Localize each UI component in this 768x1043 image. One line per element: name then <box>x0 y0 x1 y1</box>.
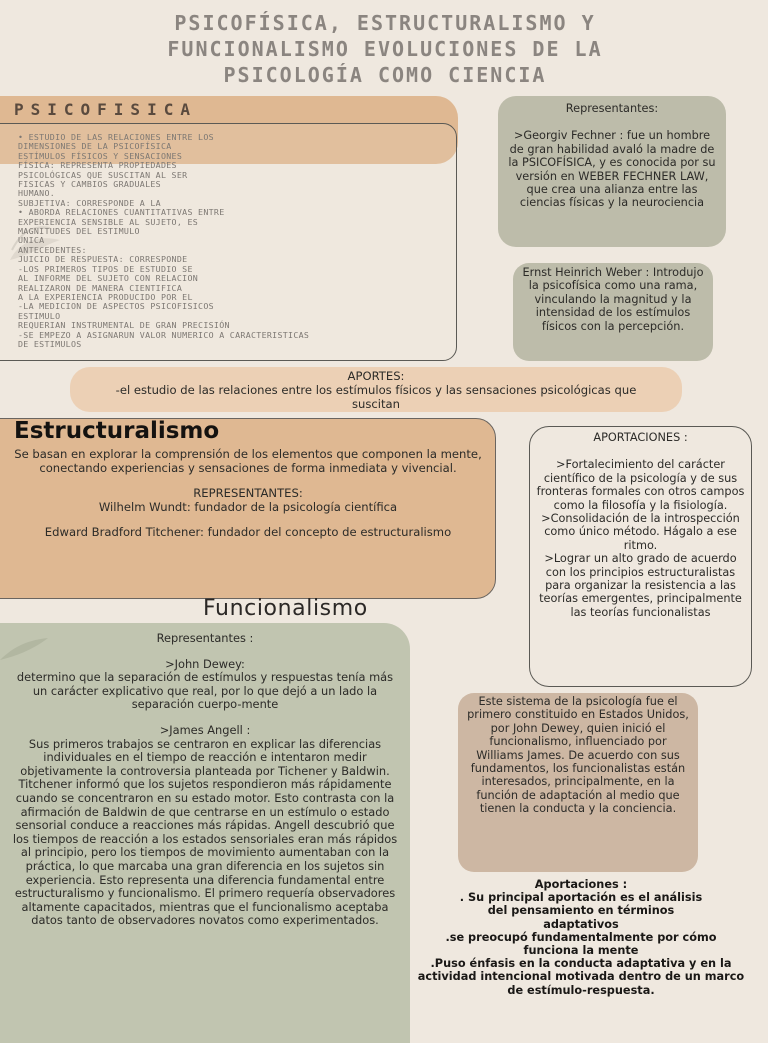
funcionalismo-aportaciones <box>414 878 748 997</box>
titchener-text: Edward Bradford Titchener: fundador del concepto de estructuralismo <box>44 525 452 540</box>
title-line-2: FUNCIONALISMO EVOLUCIONES DE LA <box>167 37 603 61</box>
estructuralismo-desc: Se basan en explorar la comprensión de los elementos que componen la mente, conectando experiencias y sensaciones de forma inmediata y vivencial. <box>14 447 482 475</box>
funcionalismo-title: Funcionalismo <box>203 596 368 621</box>
dewey-name: >John Dewey: <box>165 656 245 671</box>
funcionalismo-text <box>0 632 410 928</box>
weber-box <box>513 263 713 361</box>
representantes-heading: Representantes: <box>565 102 659 115</box>
title-line-1: PSICOFÍSICA, ESTRUCTURALISMO Y <box>174 11 596 35</box>
aportaciones-item-1: >Fortalecimiento del carácter científico de la psicología y de sus fronteras formales con otros campos como la filosofía y la fisiología. <box>536 458 745 512</box>
weber-text: Ernst Heinrich Weber : Introdujo la psicofísica como una rama, vinculando la magnitud y la intensidad de los estímulos físicos con la percepción. <box>522 266 704 333</box>
title-line-3: PSICOLOGÍA COMO CIENCIA <box>223 63 547 87</box>
angell-name: >James Angell : <box>159 722 251 737</box>
estructuralismo-text <box>0 448 496 552</box>
aportaciones-heading: APORTACIONES : <box>593 431 688 444</box>
sistema-box <box>458 693 698 872</box>
estructuralismo-rep-heading: REPRESENTANTES: <box>193 486 303 501</box>
page-title <box>40 10 730 88</box>
funcionalismo-rep-heading: Representantes : <box>156 631 254 645</box>
wundt-text: Wilhelm Wundt: fundador de la psicología científica <box>98 499 398 514</box>
funcionalismo-aport-heading: Aportaciones : <box>534 878 628 891</box>
estructuralismo-title: Estructuralismo <box>14 418 220 444</box>
psicofisica-label: PSICOFISICA <box>14 100 197 119</box>
funcionalismo-aport-1: . Su principal aportación es el análisis del pensamiento en términos adaptativos <box>459 891 703 931</box>
aportaciones-item-2: >Consolidación de la introspección como único método. Hágalo a ese ritmo. <box>541 512 740 552</box>
angell-text: Sus primeros trabajos se centraron en explicar las diferencias individuales en el tiempo de reacción e intentaron medir objetivamente la controversia planteada por Tichener y Baldwin. Titchener informó que los sujetos respondieron más rápidamente cuando se concentraron en su estado motor. Esto contrasta con la afirmación de Baldwin de que centrarse en un estímulo o estado sensorial conduce a reacciones más rápidas. Angell descubrió que los tiempos de reacción a los estados sensoriales eran más rápidos al principio, pero los tiempos de movimiento aumentaban con la práctica, lo que marcaba una gran diferencia en los sujetos sin experiencia. Esto representa una diferencia fundamental entre estructuralismo y funcionalismo. El primero requería observadores altamente capacitados, mientras que el funcionalismo aceptaba datos tanto de observadores novatos como experimentados. <box>12 736 398 928</box>
fechner-text: >Georgiv Fechner : fue un hombre de gran habilidad avaló la madre de la PSICOFÍSICA, y es conocida por su versión en WEBER FECHNER LAW, que crea una alianza entre las ciencias físicas y la neurociencia <box>508 129 716 210</box>
aportaciones-box <box>529 426 752 687</box>
funcionalismo-aport-3: .Puso énfasis en la conducta adaptativa y en la actividad intencional motivada dentro de un marco de estímulo-respuesta. <box>417 957 745 997</box>
sistema-text: Este sistema de la psicología fue el primero constituido en Estados Unidos, por John Dewey, quien inició el funcionalismo, influenciado por Williams James. De acuerdo con sus fundamentos, los funcionalistas están interesados, principalmente, en la función de adaptación al medio que tienen la conducta y la conciencia. <box>467 695 689 816</box>
representantes-box <box>498 96 726 247</box>
aportes-box <box>70 367 682 412</box>
aportes-heading: APORTES: <box>347 369 405 383</box>
aportaciones-item-3: >Lograr un alto grado de acuerdo con los principios estructuralistas para organizar la resistencia a las teorías emergentes, principalmente las teorías funcionalistas <box>539 552 742 619</box>
funcionalismo-aport-2: .se preocupó fundamentalmente por cómo funciona la mente <box>445 930 717 958</box>
aportes-text: -el estudio de las relaciones entre los estímulos físicos y las sensaciones psicológicas que suscitan <box>115 383 637 411</box>
dewey-text: determino que la separación de estímulos y respuestas tenía más un carácter explicativo que real, por lo que dejó a un lado la separación cuerpo-mente <box>16 670 394 712</box>
psicofisica-text: • ESTUDIO DE LAS RELACIONES ENTRE LOS DIMENSIONES DE LA PSICOFÍSICA ESTÍMULOS FÍSICOS Y SENSACIONES FÍSICA: REPRESENTA PROPIEDADES PSICOLÓGICAS QUE SUSCITAN AL SER FISICAS Y CAMBIOS GRADUALES HUMANO. SUBJETIVA: CORRESPONDE A LA • ABORDA RELACIONES CUANTITATIVAS ENTRE EXPERIENCIA SENSIBLE AL SUJETO, ES MAGNITUDES DEL ESTIMULO UNICA ANTECEDENTES: JUICIO DE RESPUESTA: CORRESPONDE -LOS PRIMEROS TIPOS DE ESTUDIO SE AL INFORME DEL SUJETO CON RELACION REALIZARON DE MANERA CIENTIFICA A LA EXPERIENCIA PRODUCIDO POR EL -LA MEDICION DE ASPECTOS PSICOFISICOS ESTIMULO REQUERIAN INSTRUMENTAL DE GRAN PRECISIÓN -SE EMPEZO A ASIGNARUN VALOR NUMERICO A CARACTERISTICAS DE ESTIMULOS <box>18 132 310 349</box>
